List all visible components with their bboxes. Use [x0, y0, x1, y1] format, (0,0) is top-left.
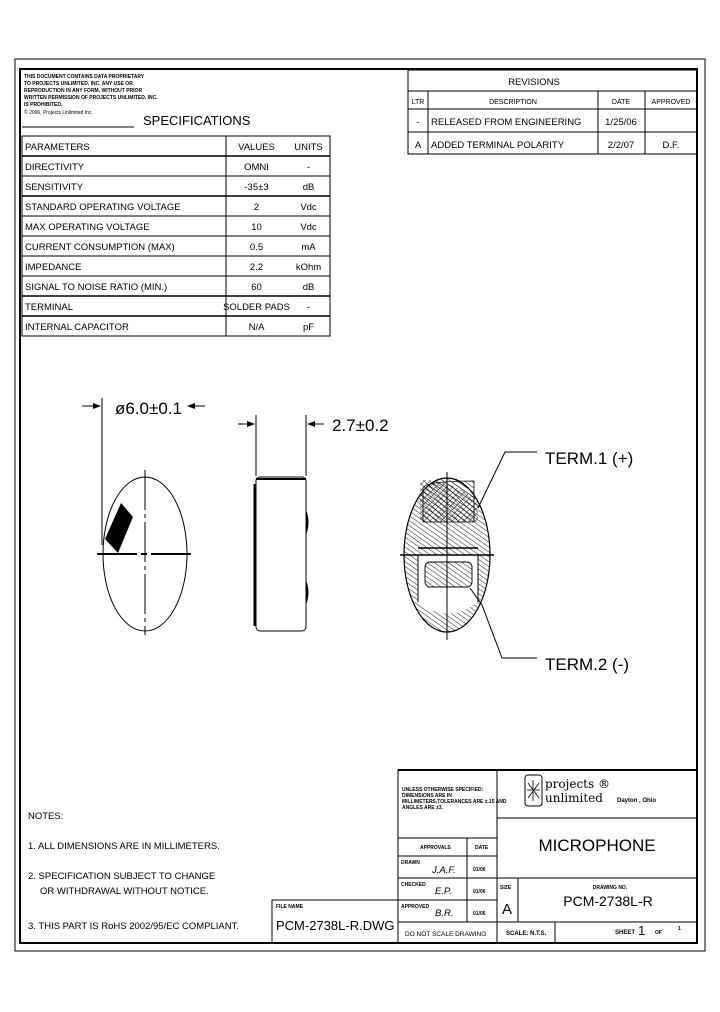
spec-unit: pF — [302, 322, 315, 333]
back-view — [400, 449, 633, 674]
do-not-scale: DO NOT SCALE DRAWING — [405, 931, 487, 938]
size-value: A — [502, 901, 513, 918]
spec-value: 10 — [251, 222, 262, 233]
approvals-label: APPROVALS — [420, 845, 451, 851]
height-dimension: 2.7±0.2 — [332, 416, 389, 435]
term1-label: TERM.1 (+) — [545, 449, 634, 468]
checked-label: CHECKED — [401, 882, 426, 888]
checked-date: 01/06 — [473, 889, 486, 895]
approved-label: APPROVED — [401, 904, 430, 910]
term2-label: TERM.2 (-) — [545, 655, 630, 674]
legal-notice-line: WRITTEN PERMISSION OF PROJECTS UNLIMITED, INC. — [24, 95, 158, 101]
side-view — [238, 415, 389, 631]
file-name-value: PCM-2738L-R.DWG — [276, 918, 395, 933]
spec-parameter: MAX OPERATING VOLTAGE — [25, 222, 150, 233]
revision-header: LTR — [411, 99, 425, 106]
spec-parameter: TERMINAL — [25, 302, 74, 313]
scale-label: SCALE: N.T.S. — [506, 931, 547, 937]
spec-unit: kOhm — [295, 262, 322, 273]
spec-value: 0.5 — [249, 242, 264, 253]
spec-parameter: INTERNAL CAPACITOR — [25, 322, 129, 333]
revisions-table — [408, 70, 697, 154]
polarity-mark — [105, 503, 133, 553]
legal-notice-line: TO PROJECTS UNLIMITED, INC. ANY USE OR — [24, 81, 133, 87]
spec-unit: - — [306, 162, 311, 173]
legal-notice-line: THIS DOCUMENT CONTAINS DATA PROPRIETARY — [24, 74, 145, 80]
sheet-label: SHEET — [615, 930, 636, 936]
spec-parameter: DIRECTIVITY — [25, 162, 85, 173]
legal-notice-line: IS PROHIBITED. — [24, 102, 63, 108]
drawing-no: PCM-2738L-R — [563, 893, 653, 909]
drawn-label: DRAWN — [401, 860, 420, 866]
arrow-icon — [307, 421, 315, 427]
company-name: unlimited — [545, 791, 603, 805]
drawn-date: 01/06 — [473, 867, 486, 873]
checked-by: E.P. — [435, 886, 452, 897]
terminal-pad — [425, 562, 472, 587]
spec-unit: dB — [302, 282, 315, 293]
company-location: Dayton , Ohio — [617, 798, 656, 804]
drawing-title: MICROPHONE — [538, 836, 656, 855]
arrow-icon — [93, 403, 101, 409]
note-item: OR WITHDRAWAL WITHOUT NOTICE. — [40, 886, 209, 897]
microphone-body — [256, 477, 306, 631]
note-item: 3. THIS PART IS RoHS 2002/95/EC COMPLIANT. — [28, 921, 240, 932]
revision-header: DESCRIPTION — [489, 99, 537, 106]
spec-parameter: STANDARD OPERATING VOLTAGE — [25, 202, 181, 213]
revision-cell: D.F. — [662, 140, 680, 151]
legal-notice-line: REPRODUCTION IN ANY FORM, WITHOUT PRIOR — [24, 88, 143, 94]
company-logo-star-icon — [527, 780, 540, 801]
sheet-total: 1 — [678, 926, 681, 932]
size-label: SIZE — [500, 885, 512, 891]
revision-cell: ADDED TERMINAL POLARITY — [431, 140, 565, 151]
note-item: 2. SPECIFICATION SUBJECT TO CHANGE — [28, 871, 216, 882]
revision-cell: A — [414, 140, 422, 151]
arrow-icon — [247, 421, 255, 427]
front-view — [82, 398, 205, 635]
title-block — [398, 770, 697, 943]
company-name: projects ® — [545, 777, 610, 791]
spec-value: 2 — [253, 202, 260, 213]
approved-date: 01/06 — [473, 911, 486, 917]
file-name-label: FILE NAME — [276, 904, 303, 910]
spec-value: OMNI — [244, 162, 269, 173]
specifications-title: SPECIFICATIONS — [143, 113, 251, 128]
spec-unit: mA — [301, 242, 316, 253]
spec-parameter: CURRENT CONSUMPTION (MAX) — [25, 242, 175, 253]
spec-parameter: SIGNAL TO NOISE RATIO (MIN.) — [25, 282, 168, 293]
diameter-dimension: ø6.0±0.1 — [115, 399, 182, 418]
spec-parameter: SENSITIVITY — [25, 182, 84, 193]
tolerance-note: ANGLES ARE ±3. — [402, 805, 443, 811]
solder-pad — [306, 510, 309, 535]
revision-cell: - — [416, 117, 420, 128]
revision-header: APPROVED — [651, 99, 691, 106]
file-name-box — [272, 900, 398, 943]
header-units: UNITS — [294, 142, 323, 153]
notes-title: NOTES: — [28, 811, 64, 822]
revisions-title: REVISIONS — [508, 77, 560, 88]
solder-pad — [306, 580, 309, 605]
spec-value: 2.2 — [249, 262, 264, 273]
specifications-table — [22, 136, 330, 336]
spec-value: 60 — [251, 282, 262, 293]
drawn-by: J.A.F. — [432, 865, 456, 876]
date-label: DATE — [475, 845, 489, 851]
notes — [28, 811, 239, 932]
spec-unit: Vdc — [300, 202, 317, 213]
term1-leader — [478, 452, 537, 508]
outer-border — [15, 59, 705, 951]
spec-unit: dB — [302, 182, 315, 193]
revision-header: DATE — [611, 99, 631, 106]
note-item: 1. ALL DIMENSIONS ARE IN MILLIMETERS. — [28, 841, 220, 852]
of-label: OF — [655, 930, 662, 936]
tolerance-note: MILLIMETERS,TOLERANCES ARE ±.15 AND — [402, 799, 507, 805]
spec-unit: - — [306, 302, 311, 313]
sheet-number: 1 — [638, 923, 646, 938]
spec-parameter: IMPEDANCE — [25, 262, 82, 273]
tolerance-note: UNLESS OTHERWISE SPECIFIED: — [402, 787, 484, 793]
header-values: VALUES — [238, 142, 275, 153]
legal-notice — [24, 74, 158, 116]
tolerance-note: DIMENSIONS ARE IN — [402, 793, 452, 799]
approved-by: B.R. — [435, 908, 454, 919]
spec-value: -35±3 — [244, 182, 269, 193]
header-parameters: PARAMETERS — [25, 142, 90, 153]
spec-value: SOLDER PADS — [223, 302, 290, 313]
arrow-icon — [187, 403, 195, 409]
revision-cell: 2/2/07 — [607, 140, 635, 151]
spec-value: N/A — [248, 322, 265, 333]
drawing-no-label: DRAWING NO. — [592, 885, 628, 891]
revision-cell: RELEASED FROM ENGINEERING — [431, 117, 582, 128]
copyright-line: © 2006, Projects Unlimited Inc. — [24, 110, 93, 116]
spec-unit: Vdc — [300, 222, 317, 233]
revision-cell: 1/25/06 — [605, 117, 637, 128]
